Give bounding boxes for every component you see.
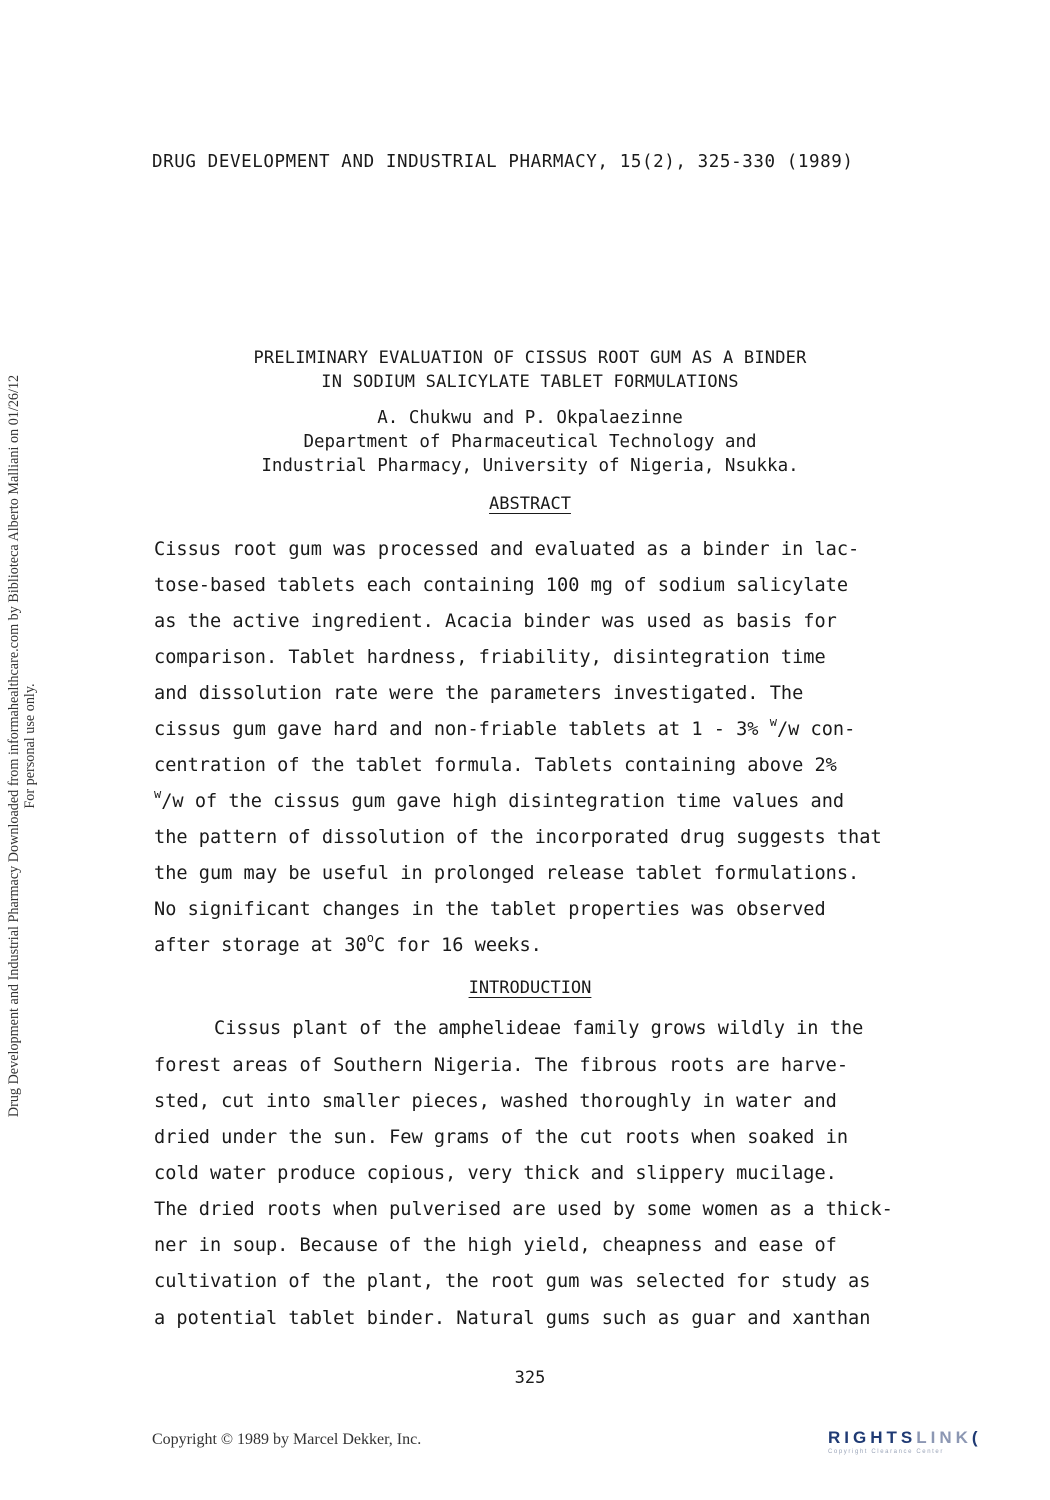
abstract-line: tose-based tablets each containing 100 mg of sodium salicylate xyxy=(154,575,849,596)
author-block xyxy=(150,406,910,478)
intro-line: ner in soup. Because of the high yield, cheapness and ease of xyxy=(154,1235,837,1256)
abstract-line-text: /w con- xyxy=(776,719,856,740)
logo-bracket: ( xyxy=(971,1428,982,1447)
rightslink-logo[interactable] xyxy=(828,1428,1038,1472)
title-line-2: IN SODIUM SALICYLATE TABLET FORMULATIONS xyxy=(321,372,739,392)
rightslink-wordmark xyxy=(828,1428,1038,1448)
copyright-notice: Copyright © 1989 by Marcel Dekker, Inc. xyxy=(152,1431,422,1448)
abstract-heading-text: ABSTRACT xyxy=(489,494,571,514)
title-line-1: PRELIMINARY EVALUATION OF CISSUS ROOT GUM AS A BINDER xyxy=(253,348,807,368)
affiliation-line-2: Industrial Pharmacy, University of Nigeria, Nsukka. xyxy=(261,456,799,476)
intro-line: The dried roots when pulverised are used by some women as a thick- xyxy=(154,1199,893,1220)
abstract-line xyxy=(154,715,856,743)
abstract-line: as the active ingredient. Acacia binder was used as basis for xyxy=(154,611,837,632)
abstract-line: the pattern of dissolution of the incorporated drug suggests that xyxy=(154,827,882,848)
abstract-line: centration of the tablet formula. Tablets containing above 2% xyxy=(154,755,837,776)
intro-line: dried under the sun. Few grams of the cut roots when soaked in xyxy=(154,1127,849,1148)
authors: A. Chukwu and P. Okpalaezinne xyxy=(377,408,683,428)
rightslink-tagline: Copyright Clearance Center xyxy=(828,1449,944,1455)
download-notice-line1: Drug Development and Industrial Pharmacy Downloaded from informahealthcare.com by Biblioteca Alberto Malliani on 01/26/12 xyxy=(6,374,22,1118)
page-number: 325 xyxy=(514,1368,546,1388)
abstract-line: No significant changes in the tablet properties was observed xyxy=(154,899,826,920)
abstract-line: comparison. Tablet hardness, friability, disintegration time xyxy=(154,647,826,668)
affiliation-line-1: Department of Pharmaceutical Technology and xyxy=(303,432,757,452)
intro-line: sted, cut into smaller pieces, washed thoroughly in water and xyxy=(154,1091,837,1112)
superscript: w xyxy=(154,787,162,801)
abstract-line xyxy=(154,931,542,959)
journal-header: DRUG DEVELOPMENT AND INDUSTRIAL PHARMACY, 15(2), 325-330 (1989) xyxy=(152,152,854,172)
superscript: o xyxy=(366,931,374,945)
abstract-line-text: after storage at 30 xyxy=(154,935,367,956)
abstract-line: and dissolution rate were the parameters investigated. The xyxy=(154,683,804,704)
abstract-heading xyxy=(150,494,910,514)
abstract-line: the gum may be useful in prolonged release tablet formulations. xyxy=(154,863,860,884)
superscript: w xyxy=(769,715,777,729)
abstract-line: Cissus root gum was processed and evaluated as a binder in lac- xyxy=(154,539,860,560)
intro-line: a potential tablet binder. Natural gums such as guar and xanthan xyxy=(154,1308,871,1329)
logo-rights: RIGHTS xyxy=(828,1428,917,1447)
logo-link: LINK xyxy=(916,1428,972,1447)
intro-line: Cissus plant of the amphelideae family grows wildly in the xyxy=(214,1018,864,1039)
intro-line: forest areas of Southern Nigeria. The fibrous roots are harve- xyxy=(154,1055,849,1076)
abstract-line-text: /w of the cissus gum gave high disintegration time values and xyxy=(161,791,845,812)
abstract-line-text: C for 16 weeks. xyxy=(373,935,542,956)
abstract-line-text: cissus gum gave hard and non-friable tablets at 1 - 3% xyxy=(154,719,770,740)
abstract-line xyxy=(154,787,845,815)
intro-line: cold water produce copious, very thick and slippery mucilage. xyxy=(154,1163,837,1184)
intro-line: cultivation of the plant, the root gum was selected for study as xyxy=(154,1271,871,1292)
article-title xyxy=(150,346,910,394)
download-notice-line2: For personal use only. xyxy=(22,683,38,809)
introduction-heading xyxy=(150,978,910,998)
introduction-heading-text: INTRODUCTION xyxy=(468,978,592,998)
